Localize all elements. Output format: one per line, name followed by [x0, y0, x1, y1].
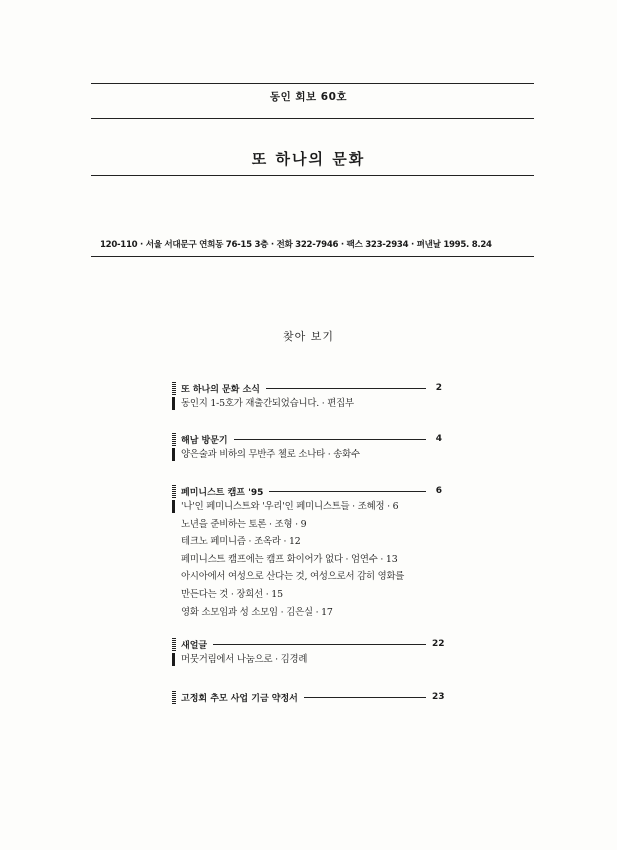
toc-section-new-year — [172, 637, 445, 669]
issue-number: 동인 회보 60호 — [269, 91, 348, 103]
toc-item: 테크노 페미니즘 · 조옥라 · 12 — [181, 536, 301, 548]
section-marker-icon — [172, 382, 176, 395]
leader-line — [266, 388, 426, 389]
toc-section-header — [172, 484, 442, 498]
toc-section-memorial — [172, 690, 445, 704]
section-title: 해남 방문기 — [181, 435, 228, 446]
section-marker-icon — [172, 485, 176, 498]
toc-item: 노년을 준비하는 토론 · 조형 · 9 — [181, 518, 307, 530]
leader-line — [269, 491, 426, 492]
section-marker-icon — [172, 691, 176, 704]
item-bar-icon — [172, 500, 175, 513]
toc-item: 만든다는 것 · 장희선 · 15 — [181, 588, 283, 600]
title-rule — [91, 175, 534, 176]
toc-item: 머뭇거림에서 나눔으로 · 김경례 — [172, 651, 442, 669]
section-title: 또 하나의 문화 소식 — [181, 384, 260, 395]
toc-section-header — [172, 637, 445, 651]
toc-section-news — [172, 381, 442, 413]
section-title: 페미니스트 캠프 '95 — [181, 487, 264, 498]
section-title: 고정회 추모 사업 기금 약정서 — [181, 693, 298, 704]
toc-section-header — [172, 432, 442, 446]
toc-item: 아시아에서 여성으로 산다는 것, 여성으로서 감히 영화를 — [181, 571, 405, 583]
publication-title: 또 하나의 문화 — [251, 150, 366, 168]
toc-item: 동인지 1-5호가 재출간되었습니다. · 편집부 — [172, 395, 442, 413]
section-title: 새얼글 — [181, 640, 208, 651]
toc-item: 영화 소모임과 성 소모임 · 김은실 · 17 — [181, 606, 333, 618]
section-page: 23 — [432, 692, 445, 702]
leader-line — [304, 697, 426, 698]
toc-section-header — [172, 381, 442, 395]
section-page: 4 — [435, 434, 442, 444]
top-rule — [91, 83, 534, 84]
section-page: 2 — [435, 383, 442, 393]
item-bar-icon — [172, 653, 175, 666]
section-page: 6 — [435, 486, 442, 496]
toc-section-header — [172, 690, 445, 704]
section-page: 22 — [432, 639, 445, 649]
toc-section-haenam — [172, 432, 442, 464]
publisher-address: 120-110 · 서울 서대문구 연희동 76-15 3층 · 전화 322-7946 · 팩스 323-2934 · 펴낸날 1995. 8.24 — [100, 240, 492, 250]
section-marker-icon — [172, 433, 176, 446]
toc-item: '나'인 페미니스트와 '우리'인 페미니스트들 · 조혜정 · 6 — [172, 498, 442, 516]
issue-rule — [91, 118, 534, 119]
address-rule — [91, 256, 534, 257]
leader-line — [213, 644, 426, 645]
toc-item: 페미니스트 캠프에는 캠프 화이어가 없다 · 엄연수 · 13 — [181, 553, 398, 565]
toc-item: 양은술과 비하의 무반주 첼로 소나타 · 송화수 — [172, 446, 442, 464]
toc-heading: 찾아 보기 — [282, 330, 334, 343]
toc-section-camp — [172, 484, 442, 621]
item-bar-icon — [172, 397, 175, 410]
leader-line — [234, 439, 426, 440]
section-marker-icon — [172, 638, 176, 651]
item-bar-icon — [172, 448, 175, 461]
